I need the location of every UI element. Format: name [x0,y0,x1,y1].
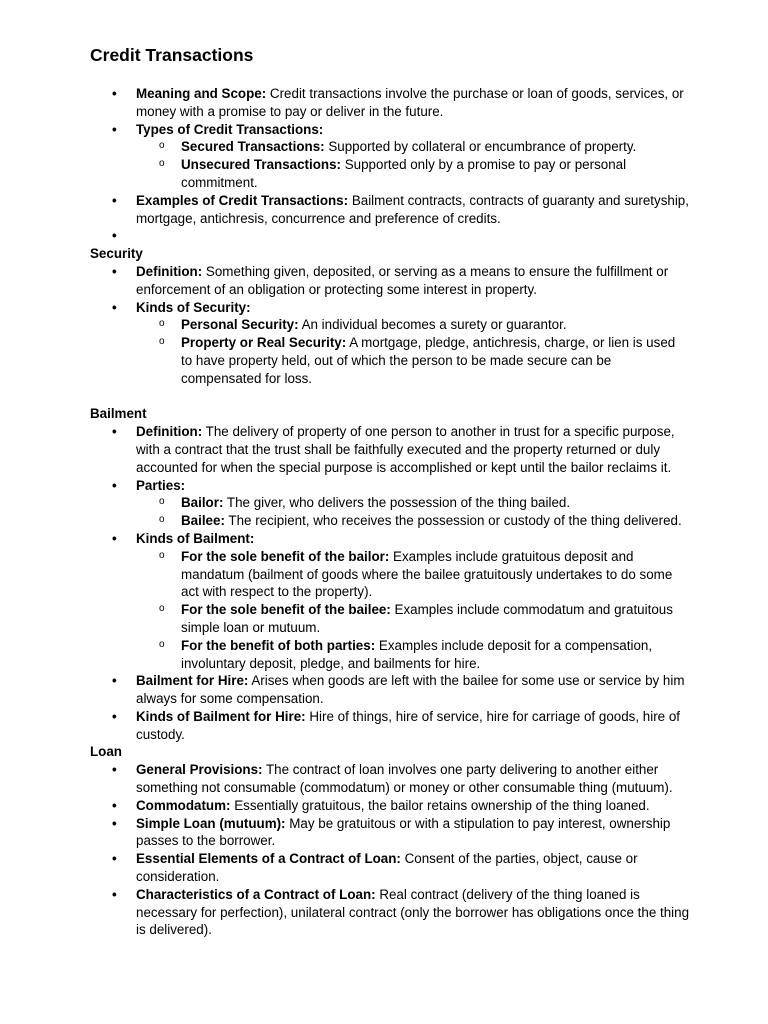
item-text: Real contract (delivery of the thing loaned is necessary for perfection), unilateral contract (only the borrower has obligations once the thing is delivered). [136,886,690,938]
sub-list [136,494,690,530]
empty-list-item [90,227,690,245]
list-item [90,530,690,672]
item-key: Secured Transactions: [181,139,325,155]
page-title: Credit Transactions [90,45,254,65]
section-heading-bailment: Bailment [90,406,147,422]
item-key: For the sole benefit of the bailor: [181,548,390,564]
item-key: Meaning and Scope: [136,86,267,101]
list-item [90,299,690,388]
item-key: Types of Credit Transactions: [136,121,324,137]
item-key: Essential Elements of a Contract of Loan: [136,851,401,867]
item-text: Examples include gratuitous deposit and mandatum (bailment of goods where the bailee gratuitously undertakes to do some act with respect to the property). [181,548,673,600]
item-key: Definition: [136,424,203,440]
item-key: Characteristics of a Contract of Loan: [136,886,376,902]
list-item [90,815,690,851]
list-item [90,886,690,939]
item-key: For the benefit of both parties: [181,637,376,653]
item-key: Bailor: [181,495,224,511]
item-text: The contract of loan involves one party delivering to another either something not consumable (commodatum) or money or other consumable thing (mutuum). [136,762,673,796]
item-text: May be gratuitous or with a stipulation to pay interest, ownership passes to the borrower. [136,815,671,849]
item-text: Examples include deposit for a compensation, involuntary deposit, pledge, and bailments for hire. [181,637,653,671]
item-text: Hire of things, hire of service, hire for carriage of goods, hire of custody. [136,708,681,742]
list-item [90,708,690,744]
list-item [90,192,690,228]
item-text: Credit transactions involve the purchase or loan of goods, services, or money with a promise to pay or deliver in the future. [136,86,684,119]
list-item [90,850,690,886]
sub-list-item [136,156,690,192]
bailment-list [90,423,690,743]
list-item [90,423,690,476]
item-key: Kinds of Bailment for Hire: [136,708,306,724]
item-text: A mortgage, pledge, antichresis, charge, or lien is used to have property held, out of which the person to be made secure can be compensated for loss. [181,335,676,386]
item-text: Arises when goods are left with the bailee for some use or service by him always for some compensation. [136,673,685,707]
item-text: Examples include commodatum and gratuitous simple loan or mutuum. [181,602,673,635]
list-item [90,761,690,797]
item-key: Kinds of Bailment: [136,530,255,546]
item-key: Examples of Credit Transactions: [136,192,349,208]
item-key: General Provisions: [136,762,263,778]
document-body [90,85,690,939]
item-text: The giver, who delivers the possession of the thing bailed. [223,495,571,511]
blank-line [90,388,690,406]
sub-list [136,138,690,191]
list-item [90,121,690,192]
item-key: Kinds of Security: [136,299,251,315]
item-key: Simple Loan (mutuum): [136,815,286,831]
sub-list-item [136,637,690,673]
sub-list [136,548,690,673]
sub-list [136,316,690,387]
list-item [90,672,690,708]
sub-list-item [136,601,690,637]
item-key: Bailee: [181,513,225,529]
item-text: Essentially gratuitous, the bailor retains ownership of the thing loaned. [230,797,650,813]
list-item [90,85,690,121]
list-item [90,477,690,530]
item-text: The delivery of property of one person to another in trust for a specific purpose, with a contract that the trust shall be faithfully executed and the property returned or duly accounted for when the special purpose is accomplished or kept until the bailor reclaims it. [136,424,675,475]
item-key: Definition: [136,263,203,279]
list-item [90,797,690,815]
section-heading-loan: Loan [90,744,122,760]
sub-list-item [136,138,690,156]
item-text: The recipient, who receives the possession or custody of the thing delivered. [224,513,682,529]
list-item [90,263,690,299]
item-text: Supported by collateral or encumbrance of property. [324,139,637,155]
credit-transactions-list [90,85,690,245]
item-text: An individual becomes a surety or guarantor. [298,317,567,333]
item-text: Bailment contracts, contracts of guaranty and suretyship, mortgage, antichresis, concurrence and preference of credits. [136,192,689,226]
item-text: Something given, deposited, or serving as a means to ensure the fulfillment or enforcement of an obligation or protecting some interest in property. [136,263,669,297]
item-key: Commodatum: [136,797,231,813]
item-key: Bailment for Hire: [136,673,249,689]
item-key: Parties: [136,477,186,493]
sub-list-item [136,512,690,530]
item-key: Property or Real Security: [181,335,347,351]
item-text: Consent of the parties, object, cause or consideration. [136,851,638,885]
item-key: For the sole benefit of the bailee: [181,602,391,618]
sub-list-item [136,316,690,334]
item-key: Unsecured Transactions: [181,157,341,173]
sub-list-item [136,548,690,601]
sub-list-item [136,494,690,512]
section-heading-security: Security [90,246,143,262]
sub-list-item [136,334,690,387]
item-key: Personal Security: [181,317,299,333]
loan-list [90,761,690,939]
security-list [90,263,690,388]
item-text: Supported only by a promise to pay or personal commitment. [181,157,627,190]
